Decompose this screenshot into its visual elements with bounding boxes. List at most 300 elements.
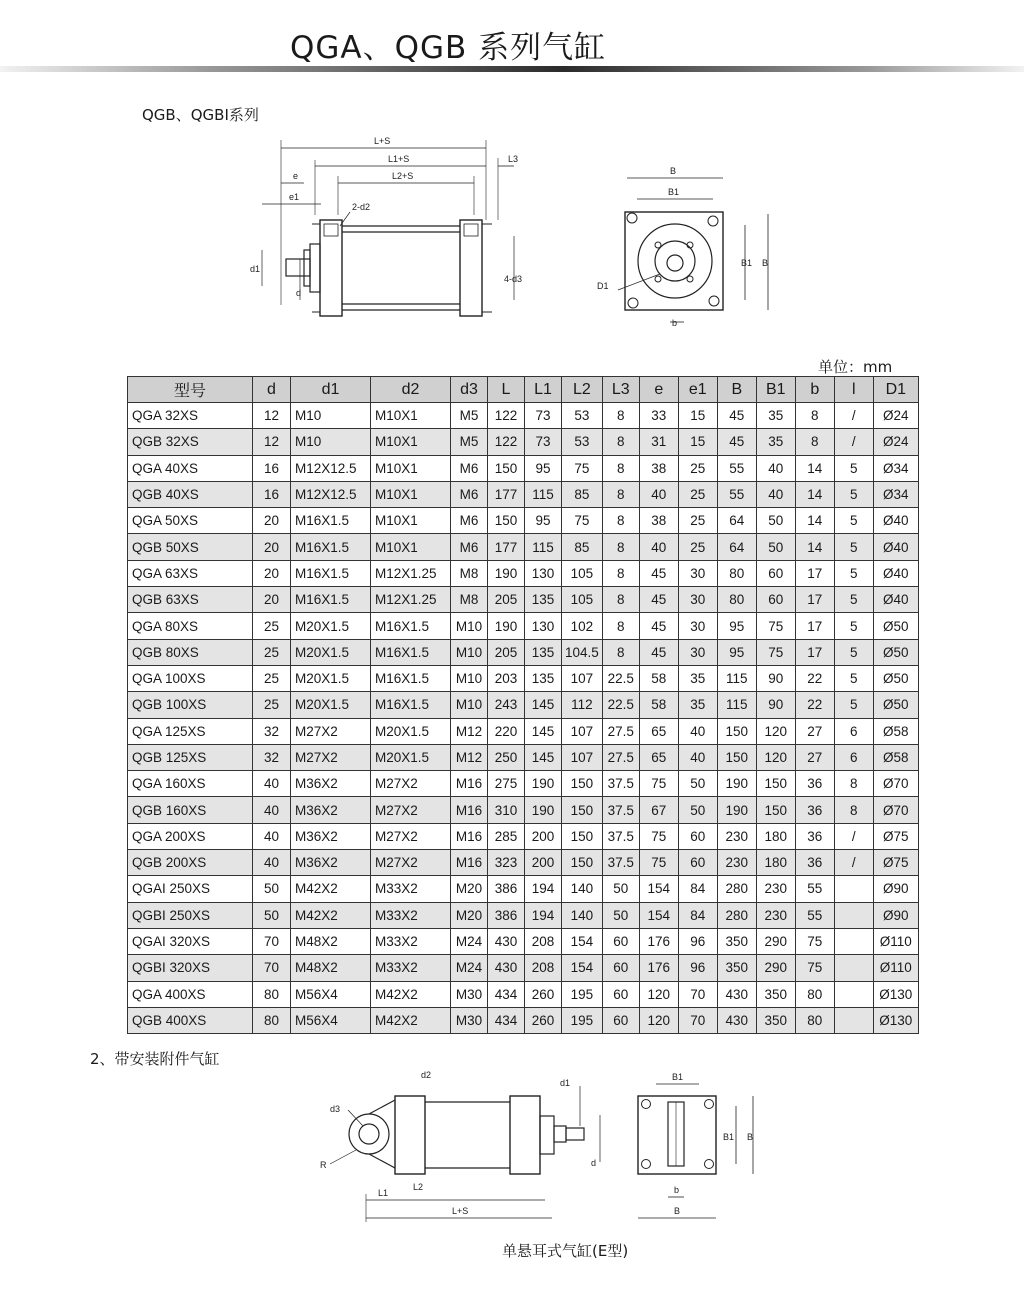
dim-b-d2: d2 [421,1070,432,1080]
col-header-l2: L2 [562,377,603,403]
table-cell: M27X2 [291,718,371,744]
table-row [128,692,919,718]
table-cell: 8 [602,455,639,481]
table-cell: 107 [562,665,603,691]
table-cell: 35 [678,692,717,718]
table-cell: 430 [488,928,525,954]
table-cell: 6 [834,744,873,770]
section1-title: QGB、QGBI系列 [142,106,259,124]
table-cell: 96 [678,955,717,981]
table-cell: 200 [525,823,562,849]
table-cell: 350 [756,1007,795,1033]
table-cell: 260 [525,1007,562,1033]
table-cell: M20X1.5 [291,692,371,718]
table-cell: M33X2 [371,902,451,928]
table-cell: Ø130 [873,1007,918,1033]
dim-be-b1-v: B1 [723,1132,735,1142]
table-cell: 130 [525,560,562,586]
table-cell: 25 [678,455,717,481]
page-title: QGA、QGB 系列气缸 [290,30,607,66]
table-cell: 36 [795,823,834,849]
table-cell: M6 [451,534,488,560]
table-row [128,823,919,849]
col-header-l-small: l [834,377,873,403]
table-cell: 15 [678,403,717,429]
table-cell: 75 [756,639,795,665]
table-cell: 386 [488,876,525,902]
table-cell: 285 [488,823,525,849]
table-cell: 60 [602,981,639,1007]
table-cell: 120 [756,718,795,744]
table-cell: 350 [717,955,756,981]
dim-end-b-v: B [762,258,769,268]
table-cell: 50 [678,797,717,823]
table-row [128,955,919,981]
table-cell: 70 [678,1007,717,1033]
table-cell: Ø110 [873,928,918,954]
table-cell: 36 [795,771,834,797]
table-cell: 434 [488,981,525,1007]
table-cell: 27.5 [602,718,639,744]
table-cell: 8 [602,613,639,639]
table-row [128,744,919,770]
table-cell: 230 [756,876,795,902]
table-cell: 40 [253,823,291,849]
table-cell: M8 [451,560,488,586]
dim-4d3: 4-d3 [504,274,523,284]
table-cell: Ø75 [873,823,918,849]
table-cell: 150 [562,850,603,876]
table-row [128,587,919,613]
table-cell: 230 [717,850,756,876]
table-cell: 290 [756,955,795,981]
table-cell: 25 [253,665,291,691]
dim-be-b: B [674,1206,681,1216]
table-cell: 115 [717,692,756,718]
table-cell: 5 [834,639,873,665]
table-cell: 27.5 [602,744,639,770]
table-cell: Ø34 [873,481,918,507]
table-cell: 60 [602,928,639,954]
table-cell: 154 [639,876,678,902]
table-cell: 58 [639,665,678,691]
table-cell: 50 [602,876,639,902]
table-cell: 80 [795,1007,834,1033]
table-cell: 90 [756,692,795,718]
dim-be-bsmall: b [674,1185,680,1195]
dim-d1: d1 [250,264,261,274]
table-cell: 25 [253,639,291,665]
table-cell: 35 [756,403,795,429]
table-cell: 40 [639,481,678,507]
table-cell: M12X1.25 [371,587,451,613]
table-cell: M36X2 [291,797,371,823]
table-cell: 208 [525,955,562,981]
table-cell: 67 [639,797,678,823]
table-cell: 194 [525,876,562,902]
table-cell: 45 [639,587,678,613]
table-cell: 25 [678,481,717,507]
table-cell: QGB 400XS [128,1007,253,1033]
table-cell: 145 [525,744,562,770]
table-cell: 96 [678,928,717,954]
table-cell: Ø58 [873,744,918,770]
table-cell: 30 [678,587,717,613]
table-cell: 150 [562,771,603,797]
table-cell: M10X1 [371,455,451,481]
table-cell: M16 [451,771,488,797]
table-cell: M10X1 [371,481,451,507]
table-cell: 55 [795,876,834,902]
col-header-d2: d2 [371,377,451,403]
table-cell: M10 [451,639,488,665]
table-cell: M20X1.5 [371,744,451,770]
table-cell: Ø70 [873,797,918,823]
table-cell [834,1007,873,1033]
col-header-model: 型号 [128,377,253,403]
table-cell: 8 [834,771,873,797]
table-cell: 5 [834,534,873,560]
table-cell: M12 [451,718,488,744]
table-cell: 290 [756,928,795,954]
table-cell: Ø90 [873,876,918,902]
table-cell: 80 [717,560,756,586]
table-cell: 85 [562,481,603,507]
table-cell: M16 [451,850,488,876]
table-row [128,771,919,797]
table-cell: 275 [488,771,525,797]
table-cell: 200 [525,850,562,876]
table-cell: M42X2 [291,876,371,902]
table-cell: Ø40 [873,508,918,534]
table-cell: M27X2 [371,850,451,876]
table-cell: Ø24 [873,429,918,455]
table-cell: 135 [525,665,562,691]
table-cell: M6 [451,508,488,534]
table-cell: Ø40 [873,534,918,560]
table-cell: QGA 100XS [128,665,253,691]
table-cell: 250 [488,744,525,770]
table-cell: 135 [525,587,562,613]
dim-b-r: R [320,1160,327,1170]
table-cell: 8 [834,797,873,823]
table-cell: 176 [639,955,678,981]
table-cell: Ø110 [873,955,918,981]
table-cell: 22 [795,665,834,691]
table-cell: 35 [756,429,795,455]
table-cell: 150 [562,823,603,849]
table-cell: 12 [253,403,291,429]
table-cell: 430 [717,1007,756,1033]
table-cell: 45 [639,613,678,639]
table-cell: 75 [562,508,603,534]
table-cell [834,981,873,1007]
table-cell: 122 [488,429,525,455]
table-cell: M10 [291,429,371,455]
table-cell: M33X2 [371,955,451,981]
table-cell: M6 [451,455,488,481]
table-row [128,850,919,876]
dim-l1s: L1+S [388,154,410,164]
table-row [128,429,919,455]
table-cell: 280 [717,876,756,902]
table-cell: Ø90 [873,902,918,928]
table-cell: QGB 63XS [128,587,253,613]
table-cell: 105 [562,560,603,586]
table-cell: 32 [253,718,291,744]
dim-d: d [296,288,302,298]
table-cell: M56X4 [291,1007,371,1033]
table-cell: 30 [678,639,717,665]
table-cell: 45 [717,429,756,455]
col-header-e1: e1 [678,377,717,403]
table-cell [834,902,873,928]
unit-label: 单位：mm [818,358,893,376]
table-cell: 107 [562,718,603,744]
table-cell: M48X2 [291,928,371,954]
table-cell: 40 [639,534,678,560]
table-cell: 154 [639,902,678,928]
table-cell: M12 [451,744,488,770]
table-cell: 104.5 [562,639,603,665]
table-cell: 53 [562,403,603,429]
dim-b-d1: d1 [560,1078,571,1088]
col-header-d: d [253,377,291,403]
table-cell: M12X12.5 [291,455,371,481]
table-cell: M16X1.5 [371,665,451,691]
table-cell: 140 [562,876,603,902]
table-cell: 60 [602,955,639,981]
table-cell: 8 [795,429,834,455]
table-row [128,403,919,429]
table-cell: QGB 200XS [128,850,253,876]
bottom-end-view-drawing [638,1084,753,1218]
table-cell: 17 [795,639,834,665]
dim-e1: e1 [289,192,300,202]
table-cell: 190 [717,797,756,823]
table-cell: 73 [525,403,562,429]
table-cell: 55 [795,902,834,928]
table-cell: QGA 125XS [128,718,253,744]
table-cell: 150 [756,797,795,823]
table-cell: 205 [488,639,525,665]
table-cell: 5 [834,692,873,718]
table-cell: 37.5 [602,797,639,823]
table-cell: 177 [488,481,525,507]
table-cell: 14 [795,455,834,481]
table-cell: 135 [525,639,562,665]
table-cell: M20X1.5 [291,613,371,639]
table-cell: 8 [602,429,639,455]
table-cell: 115 [525,481,562,507]
table-cell: 64 [717,508,756,534]
table-cell: M16X1.5 [371,639,451,665]
table-cell [834,876,873,902]
table-cell: 40 [253,797,291,823]
table-cell: 45 [717,403,756,429]
table-cell: 70 [253,955,291,981]
col-header-l: L [488,377,525,403]
table-cell: M20 [451,876,488,902]
table-cell: M27X2 [371,797,451,823]
dim-end-d1: D1 [597,281,609,291]
table-cell: M5 [451,403,488,429]
table-cell: 40 [253,850,291,876]
table-cell: 20 [253,587,291,613]
table-cell: 70 [678,981,717,1007]
table-cell: M10X1 [371,429,451,455]
table-cell: 30 [678,613,717,639]
table-cell: M56X4 [291,981,371,1007]
table-cell: QGBI 320XS [128,955,253,981]
table-cell: M6 [451,481,488,507]
table-cell: 203 [488,665,525,691]
table-cell: M36X2 [291,771,371,797]
table-cell: 50 [602,902,639,928]
table-cell: 8 [602,508,639,534]
table-cell: 120 [639,1007,678,1033]
table-cell: 260 [525,981,562,1007]
table-cell: Ø24 [873,403,918,429]
table-cell: QGB 125XS [128,744,253,770]
table-cell: 145 [525,692,562,718]
col-header-l1: L1 [525,377,562,403]
table-cell: 75 [639,771,678,797]
dim-be-b-v: B [747,1132,754,1142]
table-row [128,560,919,586]
table-cell: 53 [562,429,603,455]
table-cell: M20X1.5 [371,718,451,744]
table-row [128,534,919,560]
table-cell: M16X1.5 [291,587,371,613]
table-cell: M30 [451,981,488,1007]
table-cell: QGB 80XS [128,639,253,665]
table-cell: QGA 400XS [128,981,253,1007]
table-cell: 45 [639,560,678,586]
table-cell: 120 [639,981,678,1007]
table-cell: M5 [451,429,488,455]
table-cell: 95 [717,613,756,639]
dim-end-b1: B1 [668,187,680,197]
table-cell: 150 [717,718,756,744]
table-cell: 180 [756,850,795,876]
table-cell: 25 [678,508,717,534]
table-cell: 22.5 [602,692,639,718]
table-cell: 27 [795,718,834,744]
table-cell: 60 [678,823,717,849]
table-cell: 150 [756,771,795,797]
table-cell: 386 [488,902,525,928]
table-cell: 65 [639,744,678,770]
table-cell: 84 [678,876,717,902]
table-cell: 95 [717,639,756,665]
table-cell: 50 [678,771,717,797]
table-cell: M16X1.5 [291,560,371,586]
table-cell: QGA 63XS [128,560,253,586]
table-cell: 90 [756,665,795,691]
table-cell: M24 [451,955,488,981]
table-cell: 37.5 [602,850,639,876]
dim-l2s: L2+S [392,171,414,181]
table-cell: 154 [562,955,603,981]
table-cell: / [834,823,873,849]
table-cell: 230 [717,823,756,849]
table-cell: 64 [717,534,756,560]
table-cell: 310 [488,797,525,823]
table-cell: 190 [525,771,562,797]
col-header-l3: L3 [602,377,639,403]
table-cell: M16X1.5 [371,613,451,639]
table-cell: QGB 160XS [128,797,253,823]
table-cell: 95 [525,455,562,481]
table-cell: 5 [834,455,873,481]
table-cell: 50 [756,508,795,534]
table-cell: QGA 160XS [128,771,253,797]
table-cell: Ø50 [873,639,918,665]
table-cell: Ø50 [873,613,918,639]
table-cell: M20 [451,902,488,928]
spec-table-header-row [128,377,919,403]
table-cell: 17 [795,560,834,586]
table-cell: 8 [602,403,639,429]
table-cell: 115 [717,665,756,691]
table-cell: 40 [678,718,717,744]
table-cell: M33X2 [371,928,451,954]
dim-b-l1: L1 [378,1188,389,1198]
table-cell: 50 [756,534,795,560]
table-cell: 434 [488,1007,525,1033]
table-cell: 190 [717,771,756,797]
table-cell: 40 [678,744,717,770]
table-cell: 14 [795,508,834,534]
table-cell: QGAI 250XS [128,876,253,902]
table-cell: 45 [639,639,678,665]
table-cell: 31 [639,429,678,455]
table-cell: QGA 32XS [128,403,253,429]
table-cell: 75 [756,613,795,639]
table-cell: 80 [717,587,756,613]
table-cell: 60 [756,587,795,613]
table-cell: 130 [525,613,562,639]
table-cell: 25 [678,534,717,560]
table-cell: M42X2 [291,902,371,928]
table-cell: M30 [451,1007,488,1033]
table-cell: M16 [451,797,488,823]
table-row [128,665,919,691]
table-cell: M10X1 [371,508,451,534]
table-cell: 75 [562,455,603,481]
dim-end-bsmall: b [672,318,678,328]
table-cell: 60 [678,850,717,876]
table-cell: Ø50 [873,665,918,691]
table-cell: 8 [795,403,834,429]
table-cell: 350 [756,981,795,1007]
table-cell: 195 [562,1007,603,1033]
table-cell: 80 [253,1007,291,1033]
table-cell: 177 [488,534,525,560]
table-row [128,1007,919,1033]
table-cell: 5 [834,481,873,507]
table-cell: 190 [488,560,525,586]
table-cell: Ø130 [873,981,918,1007]
table-row [128,508,919,534]
table-cell: 35 [678,665,717,691]
table-cell: 60 [602,1007,639,1033]
table-cell: 230 [756,902,795,928]
table-cell: QGB 32XS [128,429,253,455]
table-cell: M16 [451,823,488,849]
table-cell: M10X1 [371,403,451,429]
